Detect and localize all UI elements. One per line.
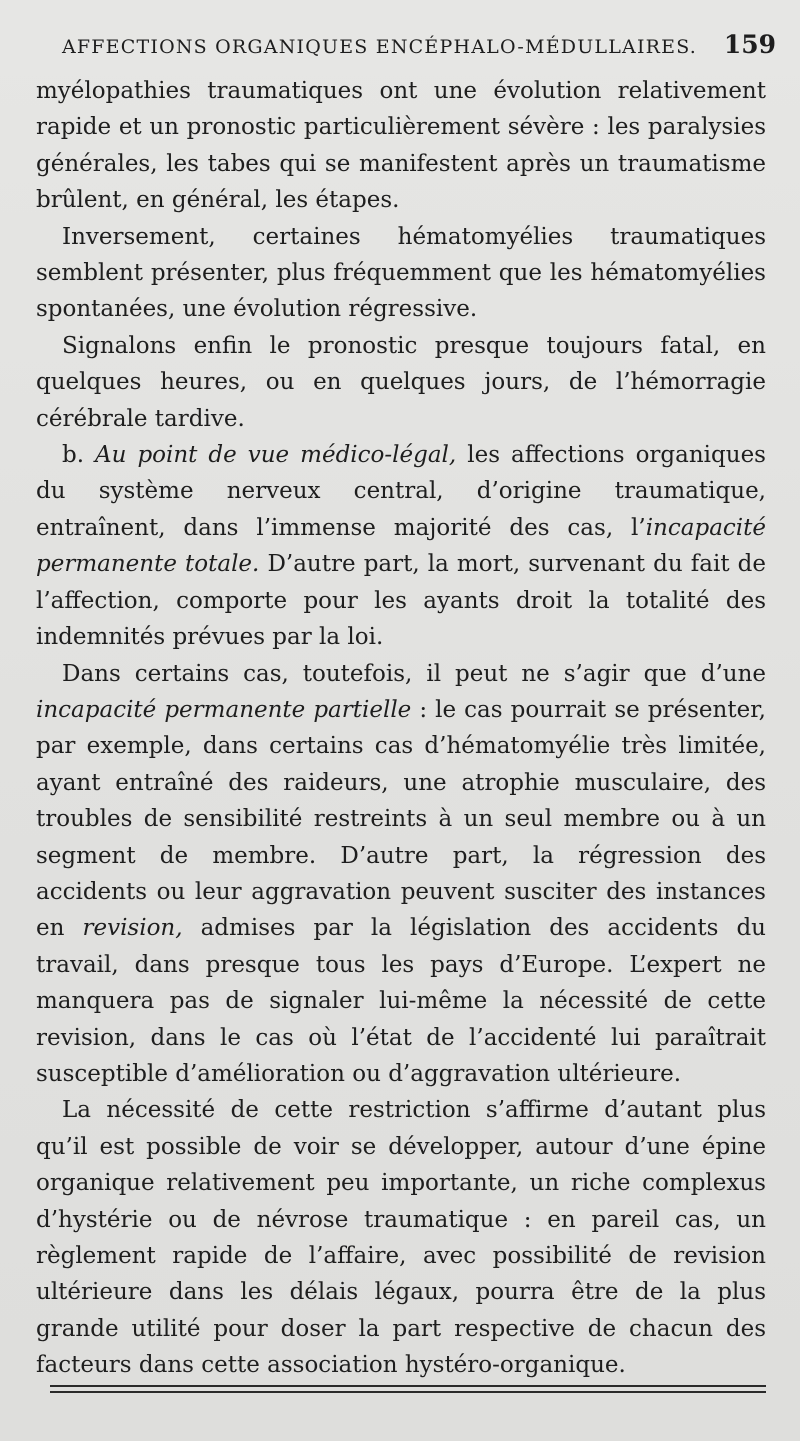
text-segment: : le cas pourrait se présenter, par exemple, dans certains cas d’hématomyélie très limitée, ayant entraîné des raideurs, une atrophie musculaire, des troubles de sensibilité restreints à un seul membre ou à un segment de membre. D’autre part, la régression des accidents ou leur aggravation peuvent susciter des instances en <box>36 696 766 942</box>
text-segment: myélopathies traumatiques ont une évolution relativement rapide et un pronostic particulièrement sévère : les paralysies générales, les tabes qui se manifestent après un traumatisme brûlent, en général, les étapes. <box>36 78 766 214</box>
text-segment: admises par la législation des accidents du travail, dans presque tous les pays d’Europe. L’expert ne manquera pas de signaler lui-même la nécessité de cette revision, dans le cas où l’état de l’accidenté lui paraîtrait susceptible d’amélioration ou d’aggravation ultérieure. <box>36 915 766 1087</box>
italic-segment: Au point de vue médico-légal, <box>95 442 457 469</box>
text-segment: les affections organiques du système nerveux central, d’origine traumatique, entraînent, dans l’immense majorité des cas, l’ <box>36 442 766 541</box>
paragraph-2 <box>36 219 766 328</box>
page-number: 159 <box>723 30 776 59</box>
footer-rule-bottom <box>50 1391 766 1393</box>
text-segment: La nécessité de cette restriction s’affirme d’autant plus qu’il est possible de voir se développer, autour d’une épine organique relativement peu importante, un riche complexus d’hystérie ou de névrose traumatique : en pareil cas, un règlement rapide de l’affaire, avec possibilité de revision ultérieure dans les délais légaux, pourra être de la plus grande utilité pour doser la part respective de chacun des facteurs dans cette association hystéro-organique. <box>36 1097 766 1379</box>
paragraph-3 <box>36 328 766 437</box>
footer-rule-top <box>50 1385 766 1387</box>
text-segment: Dans certains cas, toutefois, il peut ne s’agir que d’une <box>62 660 766 687</box>
paragraph-1 <box>36 73 766 219</box>
text-segment: Inversement, certaines hématomyélies traumatiques semblent présenter, plus fréquemment que les hématomyélies spontanées, une évolution régressive. <box>36 223 766 323</box>
paragraph-6 <box>36 1092 766 1383</box>
paragraph-5 <box>36 656 766 1093</box>
body-text <box>36 73 766 1384</box>
running-head: AFFECTIONS ORGANIQUES ENCÉPHALO-MÉDULLAIRES. <box>62 36 698 58</box>
italic-segment: incapacité permanente partielle <box>36 696 412 723</box>
text-segment: Signalons enfin le pronostic presque toujours fatal, en quelques heures, ou en quelques jours, de l’hémorragie cérébrale tardive. <box>36 332 766 432</box>
italic-segment: incapacité permanente totale. <box>36 514 766 578</box>
paragraph-4 <box>36 437 766 655</box>
page-header <box>62 30 780 64</box>
text-segment: b. <box>62 442 96 469</box>
text-segment: D’autre part, la mort, survenant du fait de l’affection, comporte pour les ayants droit la totalité des indemnités prévues par la loi. <box>36 551 767 651</box>
italic-segment: revision, <box>82 915 183 942</box>
